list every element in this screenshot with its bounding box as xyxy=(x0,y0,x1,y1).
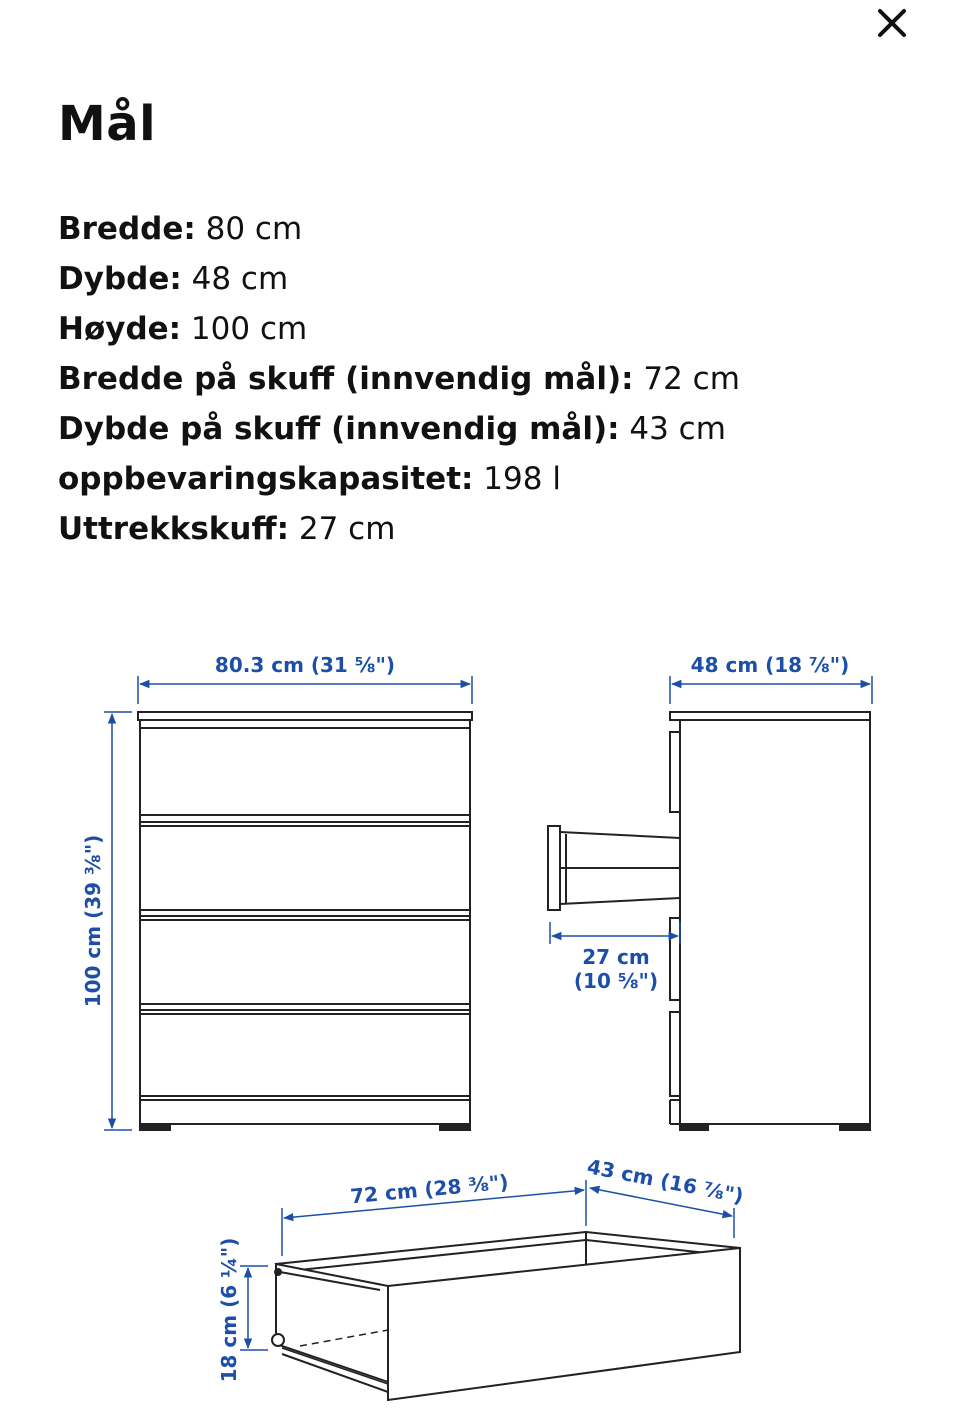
drawer-depth-label: 43 cm (16 ⅞") xyxy=(585,1154,746,1209)
spec-value: 100 cm xyxy=(181,311,308,347)
drawer-height-dimension xyxy=(217,1238,268,1383)
spec-label: Uttrekkskuff: xyxy=(58,511,290,547)
dimension-list xyxy=(58,204,740,554)
spec-label: Bredde på skuff (innvendig mål): xyxy=(58,361,634,397)
close-icon xyxy=(872,3,912,43)
spec-value: 43 cm xyxy=(619,411,726,447)
spec-value: 80 cm xyxy=(195,211,303,247)
spec-label: Dybde på skuff (innvendig mål): xyxy=(58,411,620,447)
drawer-extension-in-label: (10 ⅝") xyxy=(573,969,659,993)
front-height-dimension xyxy=(81,712,132,1130)
drawer-extension-cm-label: 27 cm xyxy=(582,945,650,969)
spec-label: Bredde: xyxy=(58,211,196,247)
side-depth-label: 48 cm (18 ⅞") xyxy=(690,653,850,677)
side-view-dresser xyxy=(548,712,870,1130)
page-title: Mål xyxy=(58,96,157,152)
spec-storage-capacity xyxy=(58,454,740,504)
spec-height xyxy=(58,304,740,354)
drawer-width-label: 72 cm (28 ⅜") xyxy=(349,1169,510,1209)
spec-label: Dybde: xyxy=(58,261,182,297)
spec-drawer-extension xyxy=(58,504,740,554)
spec-label: oppbevaringskapasitet: xyxy=(58,461,474,497)
spec-value: 27 cm xyxy=(289,511,396,547)
spec-value: 72 cm xyxy=(633,361,740,397)
spec-value: 48 cm xyxy=(181,261,289,297)
front-width-dimension xyxy=(138,653,472,704)
drawer-depth-dimension xyxy=(585,1154,745,1238)
spec-drawer-width xyxy=(58,354,740,404)
front-width-label: 80.3 cm (31 ⅝") xyxy=(214,653,396,677)
spec-depth xyxy=(58,254,740,304)
spec-drawer-depth xyxy=(58,404,740,454)
drawer-extension-dimension xyxy=(550,922,680,993)
close-button[interactable] xyxy=(872,3,912,43)
drawer-height-label: 18 cm (6 ¼") xyxy=(217,1237,241,1383)
spec-value: 198 l xyxy=(473,461,561,497)
dimension-diagram xyxy=(0,590,960,1412)
side-depth-dimension xyxy=(670,653,872,704)
front-height-label: 100 cm (39 ⅜") xyxy=(81,834,105,1008)
spec-label: Høyde: xyxy=(58,311,182,347)
drawer-perspective xyxy=(272,1232,740,1400)
front-view-dresser xyxy=(138,712,472,1130)
spec-width xyxy=(58,204,740,254)
